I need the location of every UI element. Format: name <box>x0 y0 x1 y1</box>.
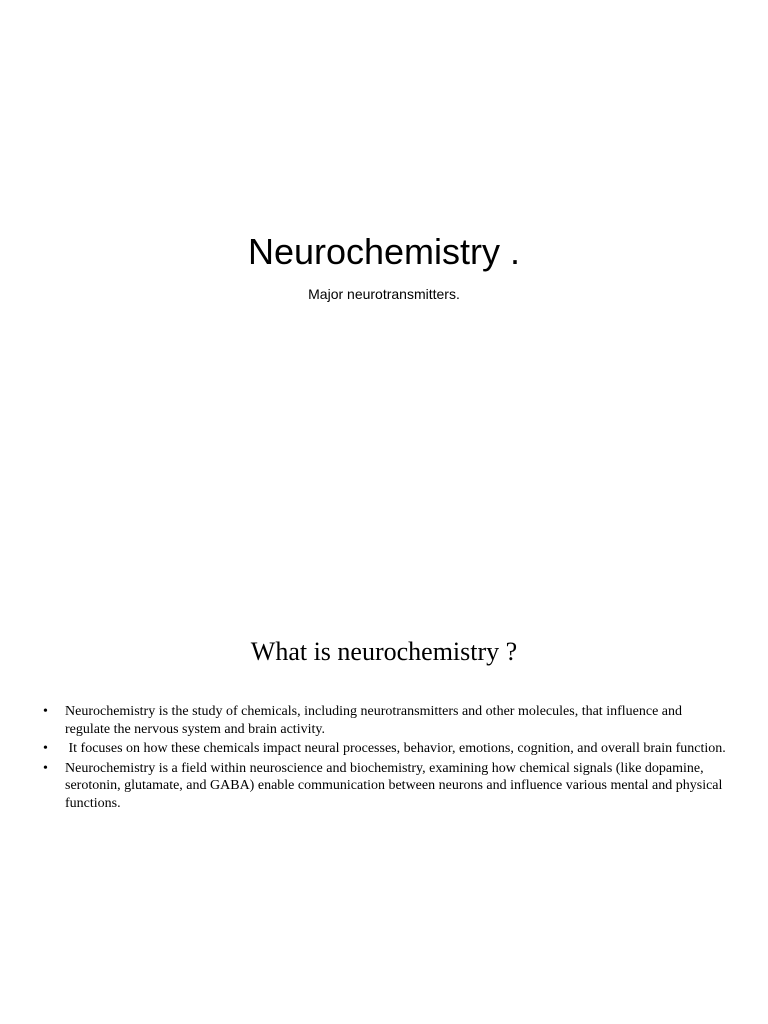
bullet-list <box>40 703 730 814</box>
bullet-text: Neurochemistry is a field within neuroscience and biochemistry, examining how chemical signals (like dopamine, serotonin, glutamate, and GABA) enable communication between neurons and influence various mental and physical functions. <box>65 760 723 811</box>
slide-subtitle: Major neurotransmitters. <box>308 286 460 302</box>
bullet-icon: • <box>43 741 48 756</box>
bullet-icon: • <box>43 704 48 719</box>
section-heading: What is neurochemistry ? <box>250 637 518 666</box>
bullet-text: It focuses on how these chemicals impact neural processes, behavior, emotions, cognition, and overall brain function. <box>65 741 726 756</box>
list-item <box>40 703 730 738</box>
bullet-icon: • <box>43 760 48 776</box>
content-slide <box>0 512 768 1024</box>
list-item <box>40 760 730 813</box>
list-item <box>40 740 730 758</box>
slide-title: Neurochemistry . <box>247 231 521 272</box>
bullet-text: Neurochemistry is the study of chemicals, including neurotransmitters and other molecules, that influence and regulate the nervous system and brain activity. <box>65 704 682 737</box>
